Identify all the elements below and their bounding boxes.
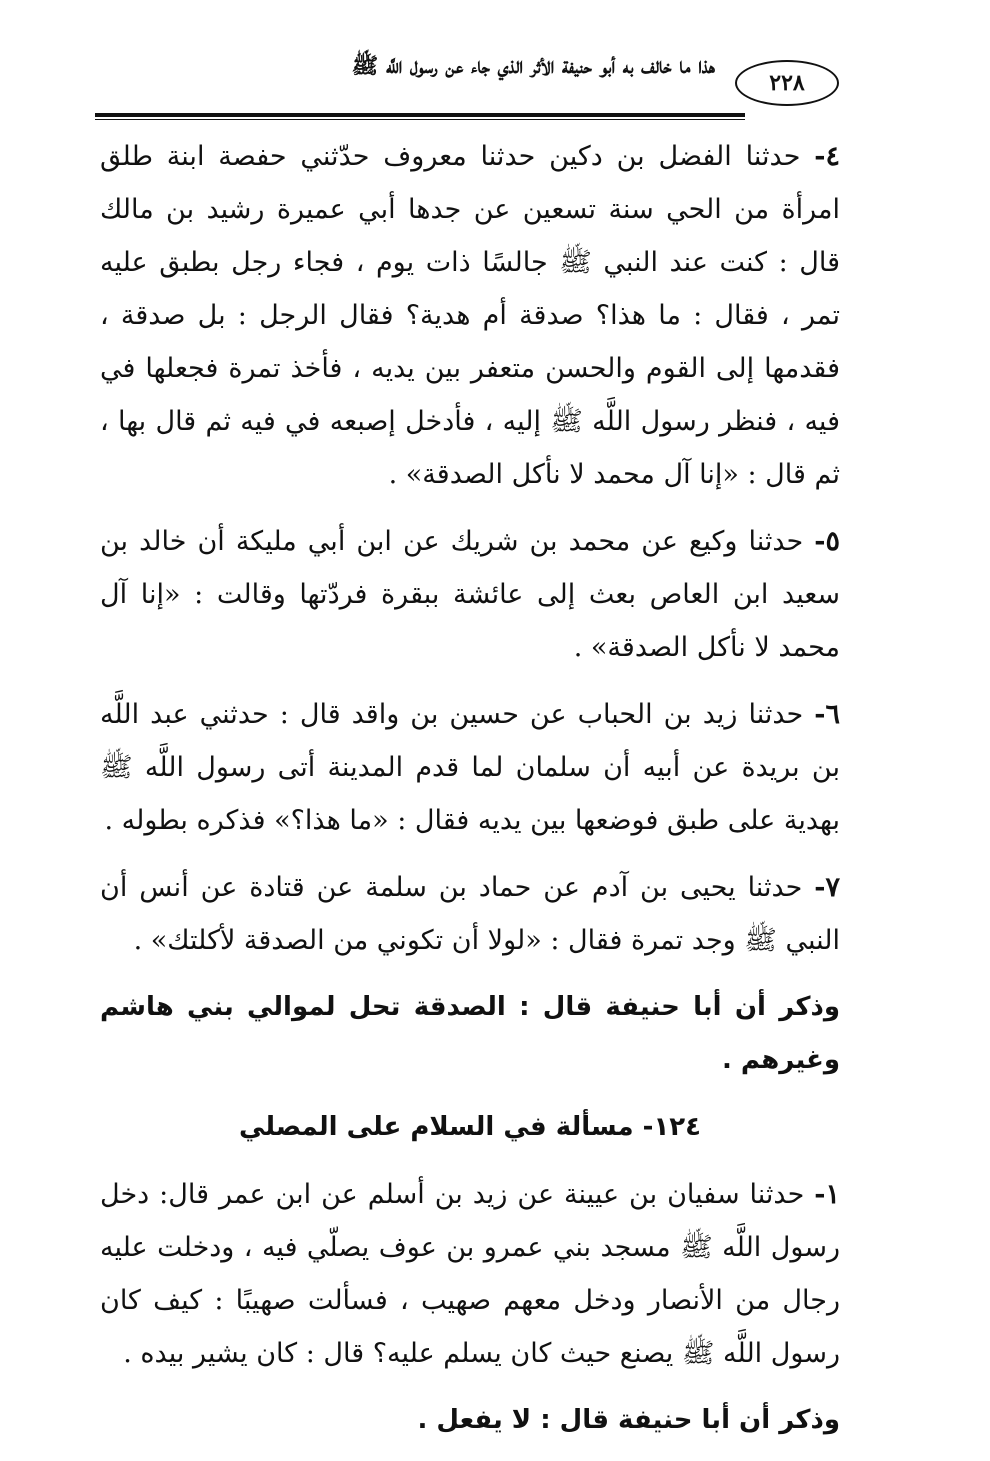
header-rule: [95, 113, 745, 117]
paragraph-text: حدثنا يحيى بن آدم عن حماد بن سلمة عن قتادة عن أنس أن النبي ﷺ وجد تمرة فقال : «لولا أن تكوني من الصدقة لأكلتك» .: [100, 872, 840, 956]
running-title: هذا ما خالف به أبو حنيفة الأثر الذي جاء عن رسول اللَّه ﷺ: [351, 53, 715, 79]
paragraph-text: حدثنا سفيان بن عيينة عن زيد بن أسلم عن ابن عمر قال: دخل رسول اللَّه ﷺ مسجد بني عمرو بن عوف يصلّي فيه ، ودخلت عليه رجال من الأنصار ودخل معهم صهيب ، فسألت صهيبًا : كيف كان رسول اللَّه ﷺ يصنع حيث كان يسلم عليه؟ قال : كان يشير بيده .: [100, 1179, 840, 1369]
paragraph-number: ١-: [814, 1179, 840, 1210]
hadith-paragraph-5: [100, 515, 840, 674]
page-body: [100, 130, 840, 1461]
paragraph-text: حدثنا وكيع عن محمد بن شريك عن ابن أبي مليكة أن خالد بن سعيد ابن العاص بعث إلى عائشة ببقرة فردّتها وقالت : «إنا آل محمد لا نأكل الصدقة» .: [100, 526, 840, 663]
page-number: ٢٢٨: [735, 60, 839, 106]
paragraph-number: ٥-: [814, 526, 840, 557]
hadith-paragraph-7: [100, 861, 840, 967]
hadith-paragraph-1: [100, 1168, 840, 1380]
paragraph-text: حدثنا الفضل بن دكين حدثنا معروف حدّثني حفصة ابنة طلق امرأة من الحي سنة تسعين عن جدها أبي عميرة رشيد بن مالك قال : كنت عند النبي ﷺ جالسًا ذات يوم ، فجاء رجل بطبق عليه تمر ، فقال : ما هذا؟ صدقة أم هدية؟ فقال الرجل : بل صدقة ، فقدمها إلى القوم والحسن متعفر بين يديه ، فأخذ تمرة فجعلها في فيه ، فنظر رسول اللَّه ﷺ إليه ، فأدخل إصبعه في فيه ثم قال بها ، ثم قال : «إنا آل محمد لا نأكل الصدقة» .: [100, 141, 840, 490]
page-header: [95, 40, 840, 120]
paragraph-number: ٧-: [814, 872, 840, 903]
hadith-paragraph-6: [100, 688, 840, 847]
hadith-paragraph-4: [100, 130, 840, 501]
section-heading: ١٢٤- مسألة في السلام على المصلي: [238, 1112, 702, 1142]
abu-hanifa-remark-2: وذكر أن أبا حنيفة قال : لا يفعل .: [417, 1405, 840, 1435]
header-rule-thin: [95, 119, 745, 120]
abu-hanifa-remark: وذكر أن أبا حنيفة قال : الصدقة تحل لموالي بني هاشم وغيرهم .: [100, 992, 840, 1075]
paragraph-text: حدثنا زيد بن الحباب عن حسين بن واقد قال : حدثني عبد اللَّه بن بريدة عن أبيه أن سلمان لما قدم المدينة أتى رسول اللَّه ﷺ بهدية على طبق فوضعها بين يديه فقال : «ما هذا؟» فذكره بطوله .: [100, 699, 840, 836]
paragraph-number: ٦-: [814, 699, 840, 730]
paragraph-number: ٤-: [814, 141, 840, 172]
